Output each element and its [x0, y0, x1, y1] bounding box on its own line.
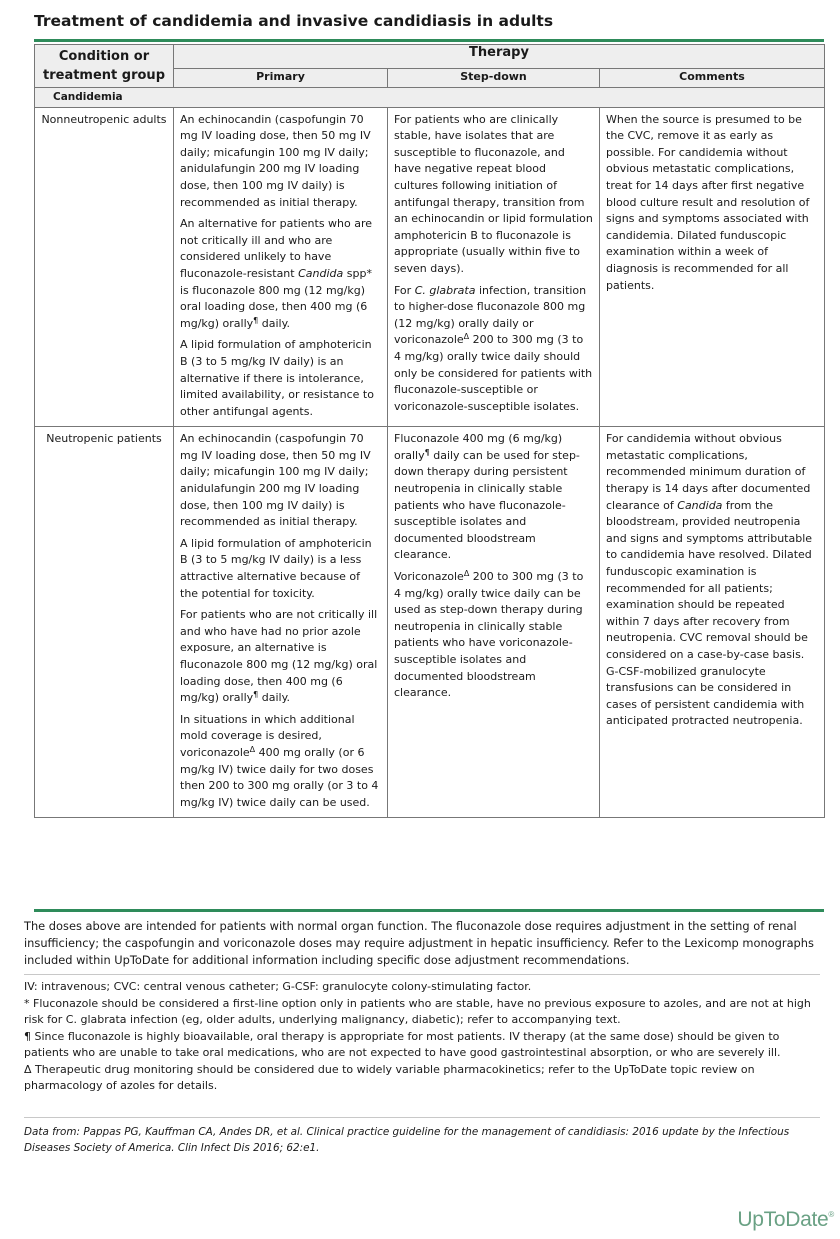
table-bottom-rule: [34, 909, 824, 912]
therapy-paragraph: For patients who are not critically ill and who have had no prior azole exposure, an alternative is fluconazole 800 mg (12 mg/kg) oral loading dose, then 400 mg (6 mg/kg) orally¶ daily.: [180, 608, 378, 705]
table-row: [35, 107, 825, 427]
comments-cell: [600, 107, 825, 427]
group-nonneutropenic: Nonneutropenic adults: [35, 107, 174, 427]
footnote-pilcrow: ¶ Since fluconazole is highly bioavailable, oral therapy is appropriate for most patients. IV therapy (at the same dose) should be given to patients who are unable to take oral medications, who are not expected to have good gastrointestinal absorption, or who are severely ill.: [24, 1029, 781, 1059]
therapy-paragraph: A lipid formulation of amphotericin B (3 to 5 mg/kg IV daily) is an alternative if there is intolerance, limited availability, or resistance to other antifungal agents.: [180, 338, 374, 418]
therapy-paragraph: A lipid formulation of amphotericin B (3 to 5 mg/kg IV daily) is a less attractive alternative because of the potential for toxicity.: [180, 536, 372, 600]
footnote-delta: Δ Therapeutic drug monitoring should be considered due to widely variable pharmacokinetics; refer to the UpToDate topic review on pharmacology of azoles for details.: [24, 1062, 755, 1092]
header-condition: Condition or treatment group: [35, 45, 174, 88]
separator: [24, 1117, 820, 1118]
header-comments: Comments: [600, 68, 825, 87]
header-primary: Primary: [174, 68, 388, 87]
separator: [24, 974, 820, 975]
therapy-paragraph: An echinocandin (caspofungin 70 mg IV loading dose, then 50 mg IV daily; micafungin 100 mg IV daily; anidulafungin 200 mg IV loading dose, then 100 mg IV daily) is recommended as initial therapy.: [180, 432, 371, 529]
therapy-paragraph: For C. glabrata infection, transition to higher-dose fluconazole 800 mg (12 mg/kg) orally daily or voriconazole$^\Delta$ 200 to 300 mg (3 to 4 mg/kg) orally twice daily should only be considered for patients with fluconazole-susceptible or voriconazole-susceptible isolates.: [394, 283, 593, 413]
comments-cell: [600, 427, 825, 818]
therapy-paragraph: For patients who are clinically stable, have isolates that are susceptible to fluconazole, and have negative repeat blood cultures following initiation of antifungal therapy, transition from an echinocandin or lipid formulation amphotericin B to fluconazole is appropriate (usually within five to seven days).: [394, 112, 593, 275]
therapy-paragraph: An echinocandin (caspofungin 70 mg IV loading dose, then 50 mg IV daily; micafungin 100 mg IV daily; anidulafungin 200 mg IV loading dose, then 100 mg IV daily) is recommended as initial therapy.: [180, 112, 371, 209]
footnote-asterisk: * Fluconazole should be considered a first-line option only in patients who are stable, have no previous exposure to azoles, and are not at high risk for C. glabrata infection (eg, older adults, underlying malignancy, diabetic); refer to accompanying text.: [24, 996, 811, 1026]
therapy-paragraph: In situations in which additional mold coverage is desired, voriconazole$^\Delta$ 400 mg orally (or 6 mg/kg IV) twice daily for two doses then 200 to 300 mg orally (or 3 to 4 mg/kg IV) twice daily can be used.: [180, 712, 379, 809]
header-therapy: Therapy: [174, 45, 825, 69]
header-stepdown: Step-down: [388, 68, 600, 87]
footnote-abbreviations: IV: intravenous; CVC: central venous catheter; G-CSF: granulocyte colony-stimulating factor.: [24, 980, 532, 993]
dose-note: The doses above are intended for patients with normal organ function. The fluconazole dose requires adjustment in the setting of renal insufficiency; the caspofungin and voriconazole doses may require adjustment in hepatic insufficiency. Refer to the Lexicomp monographs included within UpToDate for additional information including specific dose adjustment recommendations.: [24, 919, 814, 967]
table-row: [35, 427, 825, 818]
page-title: Treatment of candidemia and invasive candidiasis in adults: [34, 12, 554, 30]
footnotes: [24, 979, 820, 1095]
stepdown-cell: [388, 107, 600, 427]
section-candidemia: Candidemia: [35, 88, 825, 108]
title-rule: [34, 39, 824, 42]
primary-cell: [174, 107, 388, 427]
primary-cell: [174, 427, 388, 818]
comment-text: When the source is presumed to be the CVC, remove it as early as possible. For candidemia without obvious metastatic complications, treat for 14 days after first negative blood culture result and resolution of signs and symptoms associated with candidemia. Dilated funduscopic examination within a week of diagnosis is recommended for all patients.: [606, 112, 810, 292]
therapy-paragraph: An alternative for patients who are not critically ill and who are considered unlikely to have fluconazole-resistant Candida spp* is fluconazole 800 mg (12 mg/kg) oral loading dose, then 400 mg (6 mg/kg) orally¶ daily.: [180, 217, 373, 330]
therapy-paragraph: Voriconazole$^\Delta$ 200 to 300 mg (3 to 4 mg/kg) orally twice daily can be used as step-down therapy during neutropenia in clinically stable patients who have voriconazole-susceptible isolates and documented bloodstream clearance.: [394, 569, 584, 700]
therapy-paragraph: Fluconazole 400 mg (6 mg/kg) orally¶ daily can be used for step-down therapy during persistent neutropenia in clinically stable patients who have fluconazole-susceptible isolates and documented bloodstream clearance.: [394, 432, 580, 562]
group-neutropenic: Neutropenic patients: [35, 427, 174, 818]
source-citation: Data from: Pappas PG, Kauffman CA, Andes DR, et al. Clinical practice guideline for the management of candidiasis: 2016 update by the Infectious Diseases Society of America. Clin Infect Dis 2016; 62:e1.: [24, 1126, 790, 1154]
uptodate-logo: UpToDate®: [737, 1208, 834, 1231]
comment-text: For candidemia without obvious metastatic complications, recommended minimum duration of therapy is 14 days after documented clearance of Candida from the bloodstream, provided neutropenia and signs and symptoms attributable to candidemia have resolved. Dilated funduscopic examination is recommended for all patients; examination should be repeated within 7 days after recovery from neutropenia. CVC removal should be considered on a case-by-case basis. G-CSF-mobilized granulocyte transfusions can be considered in cases of persistent candidemia with anticipated protracted neutropenia.: [606, 432, 813, 728]
therapy-table: [34, 44, 825, 818]
stepdown-cell: [388, 427, 600, 818]
